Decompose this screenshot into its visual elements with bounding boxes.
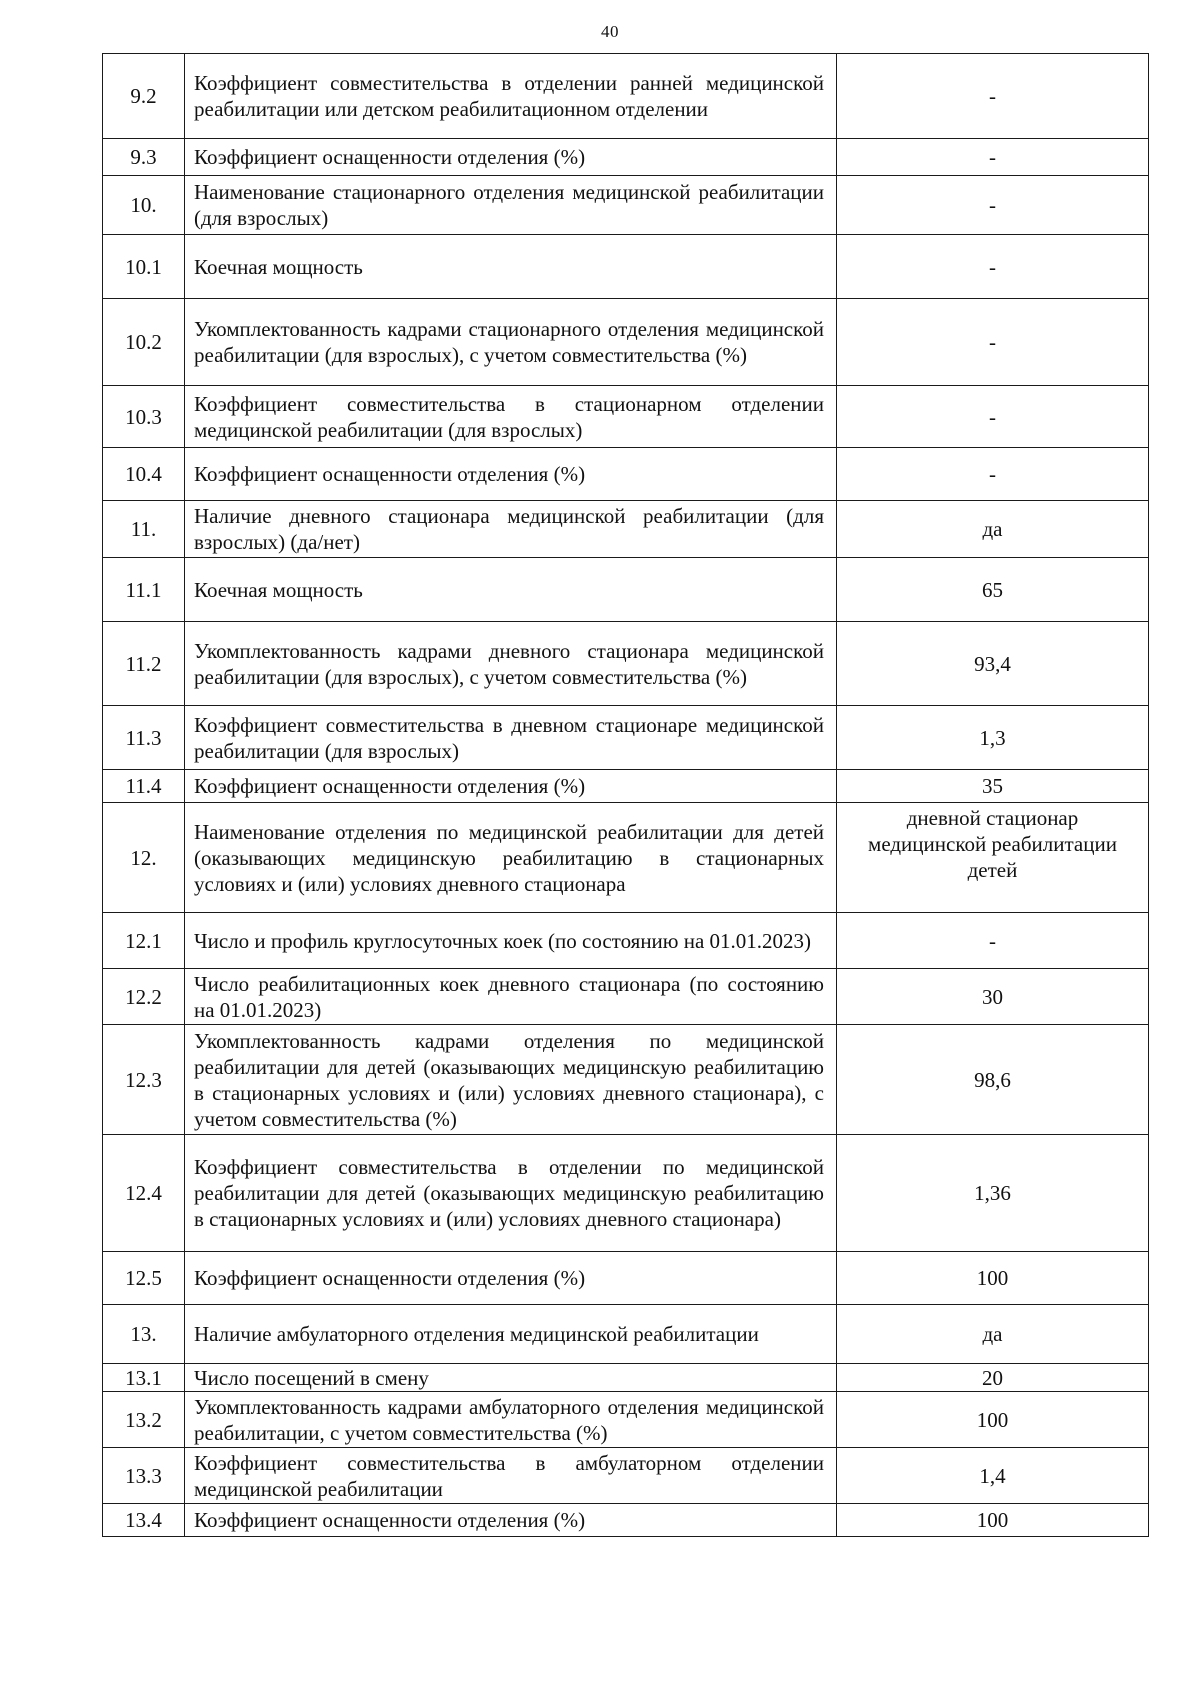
row-value: - (837, 139, 1149, 176)
row-number: 12.5 (103, 1252, 185, 1305)
row-value: - (837, 176, 1149, 235)
row-value: 100 (837, 1252, 1149, 1305)
table-row (103, 706, 1149, 770)
row-value: 65 (837, 558, 1149, 622)
table-row (103, 1025, 1149, 1135)
row-description: Коэффициент совместительства в отделении ранней медицинской реабилитации или детском реабилитационном отделении (185, 54, 837, 139)
row-number: 12.3 (103, 1025, 185, 1135)
table-row (103, 299, 1149, 386)
row-description: Коэффициент совместительства в амбулаторном отделении медицинской реабилитации (185, 1448, 837, 1504)
row-value: дневной стационар медицинской реабилитации детей (837, 803, 1149, 913)
row-number: 12.4 (103, 1135, 185, 1252)
row-value: - (837, 386, 1149, 448)
row-value: 98,6 (837, 1025, 1149, 1135)
row-value: да (837, 501, 1149, 558)
row-description: Коэффициент оснащенности отделения (%) (185, 448, 837, 501)
row-number: 9.3 (103, 139, 185, 176)
row-value: 1,3 (837, 706, 1149, 770)
row-number: 11.1 (103, 558, 185, 622)
row-description: Число реабилитационных коек дневного стационара (по состоянию на 01.01.2023) (185, 969, 837, 1025)
table-row (103, 139, 1149, 176)
row-description: Коэффициент оснащенности отделения (%) (185, 770, 837, 803)
row-description: Укомплектованность кадрами дневного стационара медицинской реабилитации (для взрослых), с учетом совместительства (%) (185, 622, 837, 706)
row-description: Наименование стационарного отделения медицинской реабилитации (для взрослых) (185, 176, 837, 235)
table-row (103, 54, 1149, 139)
table-row (103, 1392, 1149, 1448)
row-description: Коэффициент совместительства в стационарном отделении медицинской реабилитации (для взрослых) (185, 386, 837, 448)
row-description: Наличие амбулаторного отделения медицинской реабилитации (185, 1305, 837, 1364)
table-row (103, 803, 1149, 913)
row-number: 10. (103, 176, 185, 235)
table-row (103, 176, 1149, 235)
row-number: 12.1 (103, 913, 185, 969)
table-row (103, 770, 1149, 803)
row-number: 13.3 (103, 1448, 185, 1504)
row-description: Коечная мощность (185, 235, 837, 299)
row-value: - (837, 54, 1149, 139)
table-row (103, 969, 1149, 1025)
row-number: 10.1 (103, 235, 185, 299)
row-value: 35 (837, 770, 1149, 803)
indicators-table (102, 53, 1149, 1537)
row-value: - (837, 299, 1149, 386)
page-number: 40 (601, 22, 619, 41)
table-row (103, 1448, 1149, 1504)
row-number: 12. (103, 803, 185, 913)
row-number: 12.2 (103, 969, 185, 1025)
table-row (103, 913, 1149, 969)
row-number: 9.2 (103, 54, 185, 139)
row-number: 10.3 (103, 386, 185, 448)
table-row (103, 386, 1149, 448)
row-description: Коэффициент оснащенности отделения (%) (185, 1252, 837, 1305)
row-value: 100 (837, 1504, 1149, 1537)
row-value: - (837, 913, 1149, 969)
table-row (103, 1364, 1149, 1392)
table-row (103, 448, 1149, 501)
row-description: Число и профиль круглосуточных коек (по состоянию на 01.01.2023) (185, 913, 837, 969)
row-description: Коэффициент оснащенности отделения (%) (185, 1504, 837, 1537)
row-number: 13. (103, 1305, 185, 1364)
row-value: - (837, 235, 1149, 299)
row-number: 11. (103, 501, 185, 558)
row-number: 13.2 (103, 1392, 185, 1448)
row-number: 13.4 (103, 1504, 185, 1537)
table-row (103, 622, 1149, 706)
row-value: 93,4 (837, 622, 1149, 706)
row-description: Укомплектованность кадрами отделения по медицинской реабилитации для детей (оказывающих медицинскую реабилитацию в стационарных условиях и (или) условиях дневного стационара), с учетом совместительства (%) (185, 1025, 837, 1135)
row-number: 11.3 (103, 706, 185, 770)
table-row (103, 1504, 1149, 1537)
row-number: 10.2 (103, 299, 185, 386)
table-row (103, 558, 1149, 622)
row-description: Наличие дневного стационара медицинской реабилитации (для взрослых) (да/нет) (185, 501, 837, 558)
row-description: Коэффициент оснащенности отделения (%) (185, 139, 837, 176)
row-description: Коечная мощность (185, 558, 837, 622)
row-description: Число посещений в смену (185, 1364, 837, 1392)
row-value: 1,36 (837, 1135, 1149, 1252)
table-row (103, 235, 1149, 299)
row-value: 30 (837, 969, 1149, 1025)
row-description: Укомплектованность кадрами амбулаторного отделения медицинской реабилитации, с учетом совместительства (%) (185, 1392, 837, 1448)
row-number: 10.4 (103, 448, 185, 501)
row-value: 100 (837, 1392, 1149, 1448)
row-description: Коэффициент совместительства в отделении по медицинской реабилитации для детей (оказывающих медицинскую реабилитацию в стационарных условиях и (или) условиях дневного стационара) (185, 1135, 837, 1252)
table-row (103, 1305, 1149, 1364)
table-row (103, 1135, 1149, 1252)
table-row (103, 1252, 1149, 1305)
row-number: 13.1 (103, 1364, 185, 1392)
row-value: 1,4 (837, 1448, 1149, 1504)
table-row (103, 501, 1149, 558)
row-value: 20 (837, 1364, 1149, 1392)
row-value: - (837, 448, 1149, 501)
row-description: Укомплектованность кадрами стационарного отделения медицинской реабилитации (для взрослых), с учетом совместительства (%) (185, 299, 837, 386)
row-description: Коэффициент совместительства в дневном стационаре медицинской реабилитации (для взрослых) (185, 706, 837, 770)
row-value: да (837, 1305, 1149, 1364)
row-number: 11.4 (103, 770, 185, 803)
row-number: 11.2 (103, 622, 185, 706)
row-description: Наименование отделения по медицинской реабилитации для детей (оказывающих медицинскую реабилитацию в стационарных условиях и (или) условиях дневного стационара (185, 803, 837, 913)
